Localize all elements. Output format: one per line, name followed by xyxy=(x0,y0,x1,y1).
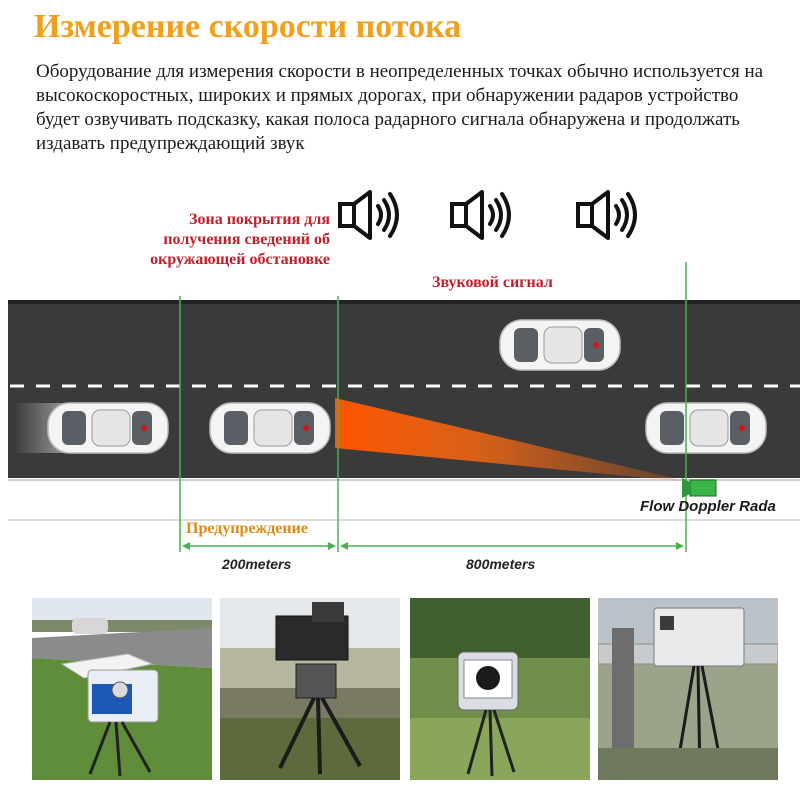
road-edge-top xyxy=(8,300,800,304)
distance-arrow-200 xyxy=(182,542,336,550)
coverage-zone-label: Зона покрытия для получения сведений об окружающей обстановке xyxy=(150,211,330,268)
description-text: Оборудование для измерения скорости в неопределенных точках обычно используется на высокоскоростных, широких и прямых дорогах, при обнаружении радаров устройство будет озвучивать подсказку, какая полоса радарного сигнала обнаружена и продолжать издавать предупреждающий звук xyxy=(36,61,764,154)
speaker-icon xyxy=(340,192,397,238)
photo-device-guardrail xyxy=(598,598,778,780)
photo-device-grass xyxy=(410,598,590,780)
sound-signal-label: Звуковой сигнал xyxy=(432,274,553,291)
car-oncoming-lane xyxy=(500,320,620,370)
speaker-icon xyxy=(578,192,635,238)
speaker-icon xyxy=(452,192,509,238)
car-approaching xyxy=(210,403,330,453)
photo-roadside-radar xyxy=(32,598,212,780)
car-ahead xyxy=(646,403,766,453)
page-title: Измерение скорости потока xyxy=(34,8,462,45)
distance-800-label: 800meters xyxy=(466,556,536,572)
distance-arrow-800 xyxy=(340,542,684,550)
warning-label: Предупреждение xyxy=(186,520,308,537)
distance-200-label: 200meters xyxy=(222,556,292,572)
radar-label: Flow Doppler Rada xyxy=(640,498,776,515)
photo-tripod-device-field xyxy=(220,598,400,780)
car-blurred xyxy=(48,403,168,453)
radar-device-icon xyxy=(682,478,716,498)
